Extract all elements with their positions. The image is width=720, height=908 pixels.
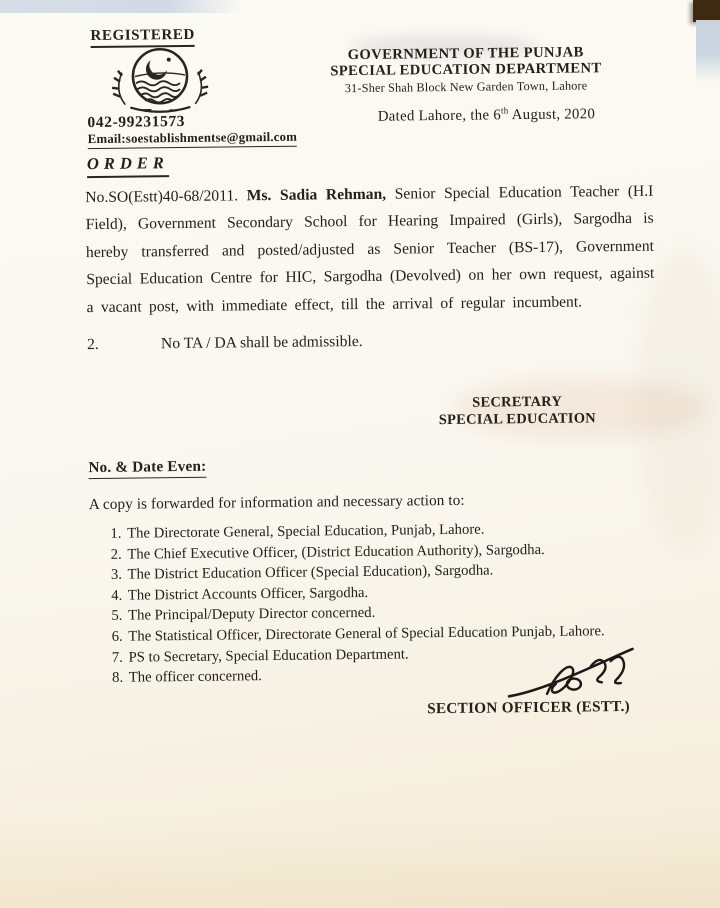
signatory-block: [415, 393, 620, 429]
order-reference-number: No.SO(Estt)40-68/2011.: [85, 187, 247, 207]
signatory-title-line2: SPECIAL EDUCATION: [438, 410, 597, 429]
registered-stamp: REGISTERED: [90, 27, 195, 48]
date-suffix: August, 2020: [508, 106, 596, 124]
department-title: SPECIAL EDUCATION DEPARTMENT: [330, 59, 602, 79]
date-prefix: Dated Lahore, the 6: [377, 107, 502, 125]
email-address: Email:soestablishmentse@gmail.com: [88, 130, 298, 149]
cc-intro-line: A copy is forwarded for information and necessary action to:: [88, 491, 465, 514]
order-paragraph: [85, 178, 655, 321]
phone-number: 042-99231573: [87, 112, 186, 132]
government-title: GOVERNMENT OF THE PUNJAB: [347, 44, 584, 64]
date-line: [336, 104, 636, 126]
section-officer-designation: SECTION OFFICER (ESTT.): [427, 697, 631, 718]
punjab-government-crest-icon: [92, 43, 235, 122]
order-clause-2: [87, 330, 655, 354]
clause-text: No TA / DA shall be admissible.: [160, 332, 363, 353]
clause-number: 2.: [86, 335, 99, 354]
cc-item-text: The Statistical Officer, Directorate General of Special Education Punjab, Lahore.: [128, 623, 605, 645]
department-address: 31-Sher Shah Block New Garden Town, Lahore: [344, 78, 588, 96]
order-body-text: Senior Special Education Teacher (H.I Field), Government Secondary School for Hearing Impaired (Girls), Sargodha is hereby transferred and posted/adjusted as Senior Teacher (BS-17), Government Special Education Centre for HIC, Sargodha (Devolved) on her own request, against a vacant post, with immediate effect, till the arrival of regular incumbent.: [85, 182, 655, 316]
order-heading: ORDER: [87, 153, 169, 178]
cc-item-text: The District Accounts Officer, Sargodha.: [127, 584, 369, 604]
letterhead: [306, 45, 627, 97]
cc-item-text: PS to Secretary, Special Education Department.: [128, 646, 409, 666]
cc-item-text: The Principal/Deputy Director concerned.: [128, 605, 376, 625]
order-subject-name: Ms. Sadia Rehman,: [246, 185, 387, 205]
cc-item-text: The Chief Executive Officer, (District Education Authority), Sargodha.: [127, 541, 545, 563]
cc-item-text: The District Education Officer (Special Education), Sargodha.: [127, 562, 494, 583]
date-ordinal-superscript: th: [500, 105, 509, 116]
signatory-title-line1: SECRETARY: [472, 393, 563, 411]
reference-heading: No. & Date Even:: [88, 458, 206, 479]
cc-item-text: The Directorate General, Special Education, Punjab, Lahore.: [127, 521, 485, 542]
cc-item-text: The officer concerned.: [128, 668, 262, 686]
